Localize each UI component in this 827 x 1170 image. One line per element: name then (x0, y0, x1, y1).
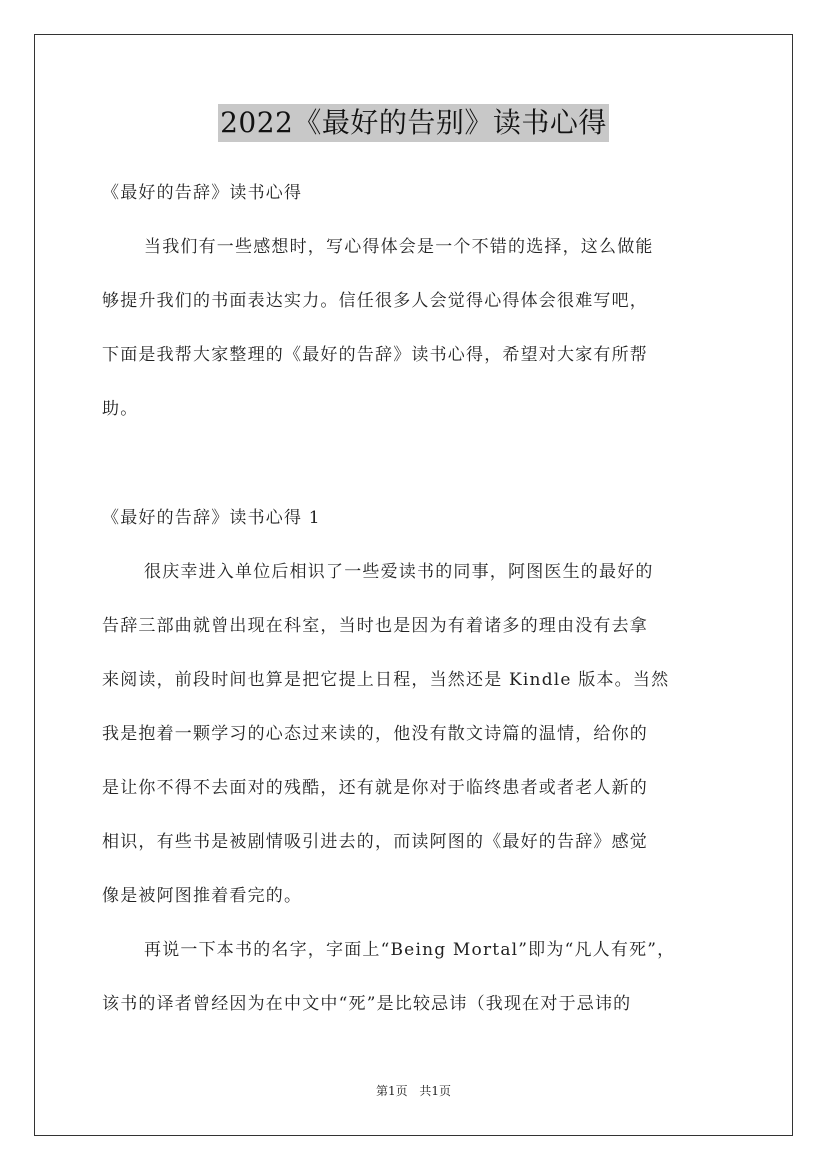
paragraph-line: 我是抱着一颗学习的心态过来读的，他没有散文诗篇的温情，给你的 (102, 724, 648, 744)
section-heading: 《最好的告辞》读书心得 1 (102, 508, 321, 528)
document-title: 2022《最好的告别》读书心得 (218, 104, 609, 142)
paragraph-line: 告辞三部曲就曾出现在科室，当时也是因为有着诸多的理由没有去拿 (102, 616, 648, 636)
title-wrap (0, 104, 827, 142)
page-footer (0, 1082, 827, 1100)
intro-line: 够提升我们的书面表达实力。信任很多人会觉得心得体会很难写吧， (102, 291, 648, 311)
paragraph-line: 很庆幸进入单位后相识了一些爱读书的同事，阿图医生的最好的 (144, 562, 654, 582)
paragraph-line: 来阅读，前段时间也算是把它提上日程，当然还是 Kindle 版本。当然 (102, 670, 670, 690)
intro-line: 下面是我帮大家整理的《最好的告辞》读书心得，希望对大家有所帮 (102, 345, 648, 365)
paragraph-line: 像是被阿图推着看完的。 (102, 886, 303, 906)
paragraph-line: 相识，有些书是被剧情吸引进去的，而读阿图的《最好的告辞》感觉 (102, 832, 648, 852)
intro-line: 助。 (102, 399, 139, 419)
paragraph-line: 该书的译者曾经因为在中文中“死”是比较忌讳（我现在对于忌讳的 (102, 994, 632, 1014)
page-number: 第1页 (375, 1084, 408, 1098)
paragraph-line: 再说一下本书的名字，字面上“Being Mortal”即为“凡人有死”， (144, 940, 676, 960)
paragraph-line: 是让你不得不去面对的残酷，还有就是你对于临终患者或者老人新的 (102, 778, 648, 798)
subtitle: 《最好的告辞》读书心得 (102, 183, 303, 203)
intro-line: 当我们有一些感想时，写心得体会是一个不错的选择，这么做能 (144, 237, 654, 257)
page-total: 共1页 (419, 1084, 452, 1098)
